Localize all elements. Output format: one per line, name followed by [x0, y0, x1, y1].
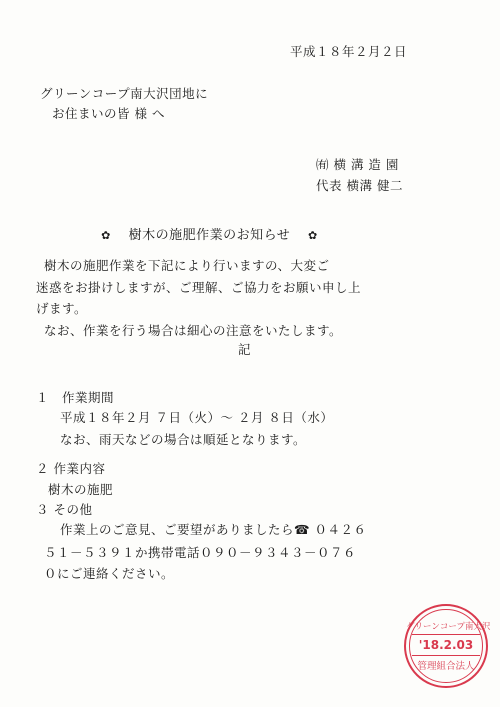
body-line: げます。 [36, 301, 88, 316]
flower-icon: ✿ [101, 229, 111, 242]
received-stamp [404, 604, 491, 688]
section-2-content: 樹木の施肥 [48, 482, 114, 497]
stamp-top-text: グリーンコープ南大沢 [406, 622, 491, 632]
stamp-date: '18.2.03 [418, 638, 474, 652]
section-1-period: 平成１８年２月 ７日（火）～ ２月 ８日（水） [60, 410, 334, 425]
stamp-divider [412, 655, 480, 656]
stamp-divider [412, 634, 480, 635]
sender-company: ㈲ 横 溝 造 園 [316, 157, 399, 172]
section-3-line: ０にご連絡ください。 [44, 566, 175, 581]
recipient-line-2: お住まいの皆 様 へ [52, 106, 165, 121]
body-line: 迷惑をお掛けしますが、ご理解、ご協力をお願い申し上 [36, 280, 362, 295]
body-line: 樹木の施肥作業を下記により行いますの、大変ご [44, 258, 330, 273]
stamp-bottom-text: 管理組合法人 [417, 661, 475, 672]
section-1-note: なお、雨天などの場合は順延となります。 [60, 432, 307, 447]
body-line: なお、作業を行う場合は細心の注意をいたします。 [44, 323, 343, 338]
section-3-line: 作業上のご意見、ご要望がありましたら☎ ０４２６ [60, 522, 367, 537]
section-1-heading: １ 作業期間 [36, 390, 115, 405]
section-3-line: ５１－５３９１か携帯電話０９０－９３４３－０７６ [44, 545, 357, 560]
document-title-text: 樹木の施肥作業のお知らせ [128, 228, 291, 243]
ki-label: 記 [238, 342, 252, 357]
sender-representative: 代表 横溝 健二 [316, 178, 403, 193]
section-3-heading: ３ その他 [36, 502, 93, 517]
recipient-line-1: グリーンコープ南大沢団地に [40, 86, 209, 101]
section-2-heading: ２ 作業内容 [36, 461, 106, 476]
document-title [100, 228, 319, 244]
document-date: 平成１８年２月２日 [290, 44, 408, 59]
flower-icon: ✿ [308, 229, 318, 242]
